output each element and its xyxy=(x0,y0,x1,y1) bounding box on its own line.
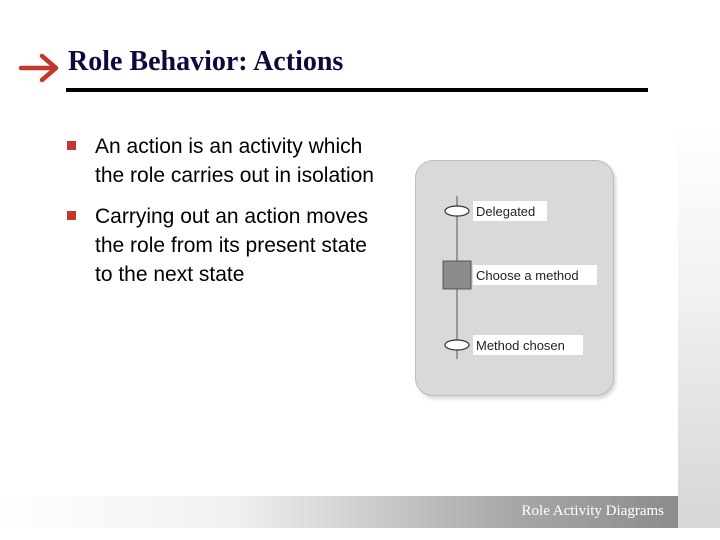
action-box xyxy=(443,261,471,289)
right-arrow-icon xyxy=(18,52,62,84)
bullet-text: An action is an activity which the role carries out in isolation xyxy=(95,135,374,187)
square-bullet-icon xyxy=(67,211,76,220)
state-label-delegated: Delegated xyxy=(476,204,536,219)
state-label-method-chosen: Method chosen xyxy=(476,338,565,353)
state-marker-top xyxy=(445,206,469,216)
action-label: Choose a method xyxy=(476,268,579,283)
state-marker-bottom xyxy=(445,340,469,350)
bullet-list xyxy=(66,132,376,301)
title-divider xyxy=(66,88,648,92)
bullet-text: Carrying out an action moves the role from its present state to the next state xyxy=(95,205,369,286)
decorative-side-band xyxy=(678,124,720,528)
slide-title: Role Behavior: Actions xyxy=(68,46,344,77)
bullet-item xyxy=(66,202,376,289)
square-bullet-icon xyxy=(67,141,76,150)
role-activity-diagram xyxy=(415,160,614,396)
footer-label: Role Activity Diagrams xyxy=(521,503,664,519)
bullet-item xyxy=(66,132,376,190)
